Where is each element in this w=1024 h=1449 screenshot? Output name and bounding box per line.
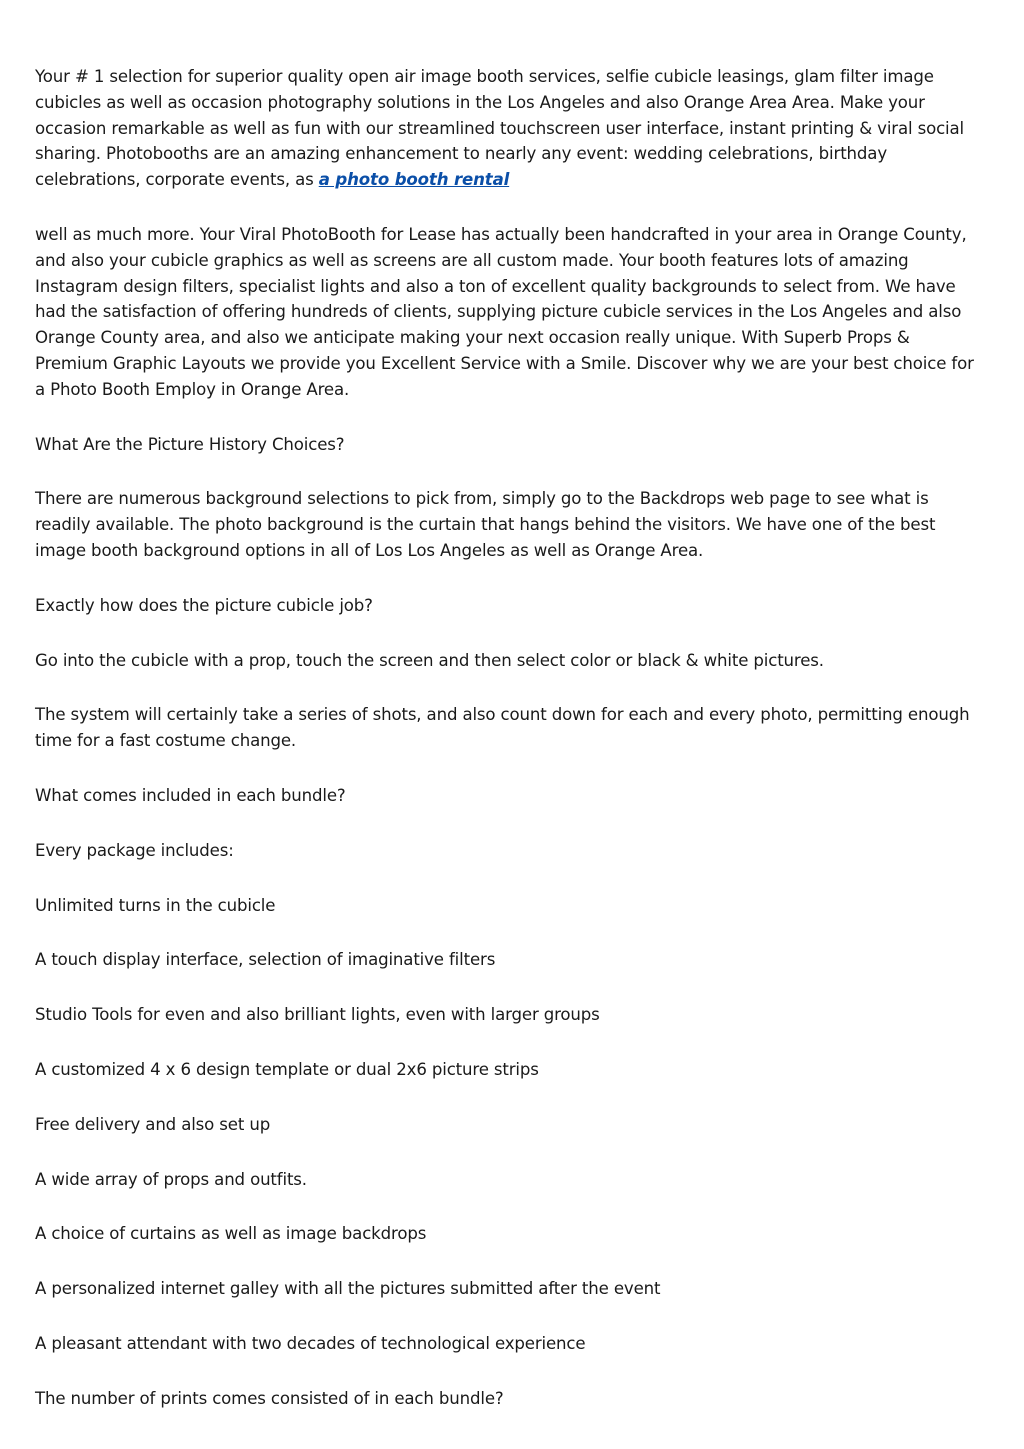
list-item: A touch display interface, selection of imaginative filters [35,950,496,970]
intro-text: Your # 1 selection for superior quality open air image booth services, selfie cubicle leasings, glam filter image cubicles as well as occasion photography solutions in the Los Angeles and also Orange Area Area. Make your occasion remarkable as well as fun with our streamlined touchscreen user interface, instant printing & viral social sharing. Photobooths are an amazing enhancement to nearly any event: wedding celebrations, birthday celebrations, corporate events, as [35,67,964,190]
paragraph-backdrops: There are numerous background selections to pick from, simply go to the Backdrops web page to see what is readily available. The photo background is the curtain that hangs behind the visitors. We have one of the best image booth background options in all of Los Los Angeles as well as Orange Area. [35,489,936,560]
list-item: A personalized internet galley with all the pictures submitted after the event [35,1279,661,1299]
heading-backdrop-choices: What Are the Picture History Choices? [35,434,345,454]
heading-prints-included: The number of prints comes consisted of in each bundle? [35,1388,504,1408]
paragraph-step-enter: Go into the cubicle with a prop, touch the screen and then select color or black & white pictures. [35,650,824,670]
list-item: Free delivery and also set up [35,1114,271,1134]
paragraph-step-shots: The system will certainly take a series of shots, and also count down for each and every photo, permitting enough time for a fast costume change. [35,705,970,751]
list-item: A customized 4 x 6 design template or dual 2x6 picture strips [35,1059,539,1079]
list-item: A wide array of props and outfits. [35,1169,307,1189]
intro-paragraph [35,64,987,193]
heading-how-it-works: Exactly how does the picture cubicle job? [35,595,373,615]
list-item: Studio Tools for even and also brilliant lights, even with larger groups [35,1005,600,1025]
document-body [35,64,987,1441]
list-item: A choice of curtains as well as image backdrops [35,1224,427,1244]
heading-bundle-contents: What comes included in each bundle? [35,785,346,805]
paragraph-package-intro: Every package includes: [35,840,234,860]
photo-booth-rental-link[interactable]: a photo booth rental [318,170,510,190]
paragraph-description: well as much more. Your Viral PhotoBooth for Lease has actually been handcrafted in your area in Orange County, and also your cubicle graphics as well as screens are all custom made. Your booth features lots of amazing Instagram design filters, specialist lights and also a ton of excellent quality backgrounds to select from. We have had the satisfaction of offering hundreds of clients, supplying picture cubicle services in the Los Angeles and also Orange County area, and also we anticipate making your next occasion really unique. With Superb Props & Premium Graphic Layouts we provide you Excellent Service with a Smile. Discover why we are your best choice for a Photo Booth Employ in Orange Area. [35,224,974,399]
list-item: Unlimited turns in the cubicle [35,895,276,915]
list-item: A pleasant attendant with two decades of technological experience [35,1333,586,1353]
